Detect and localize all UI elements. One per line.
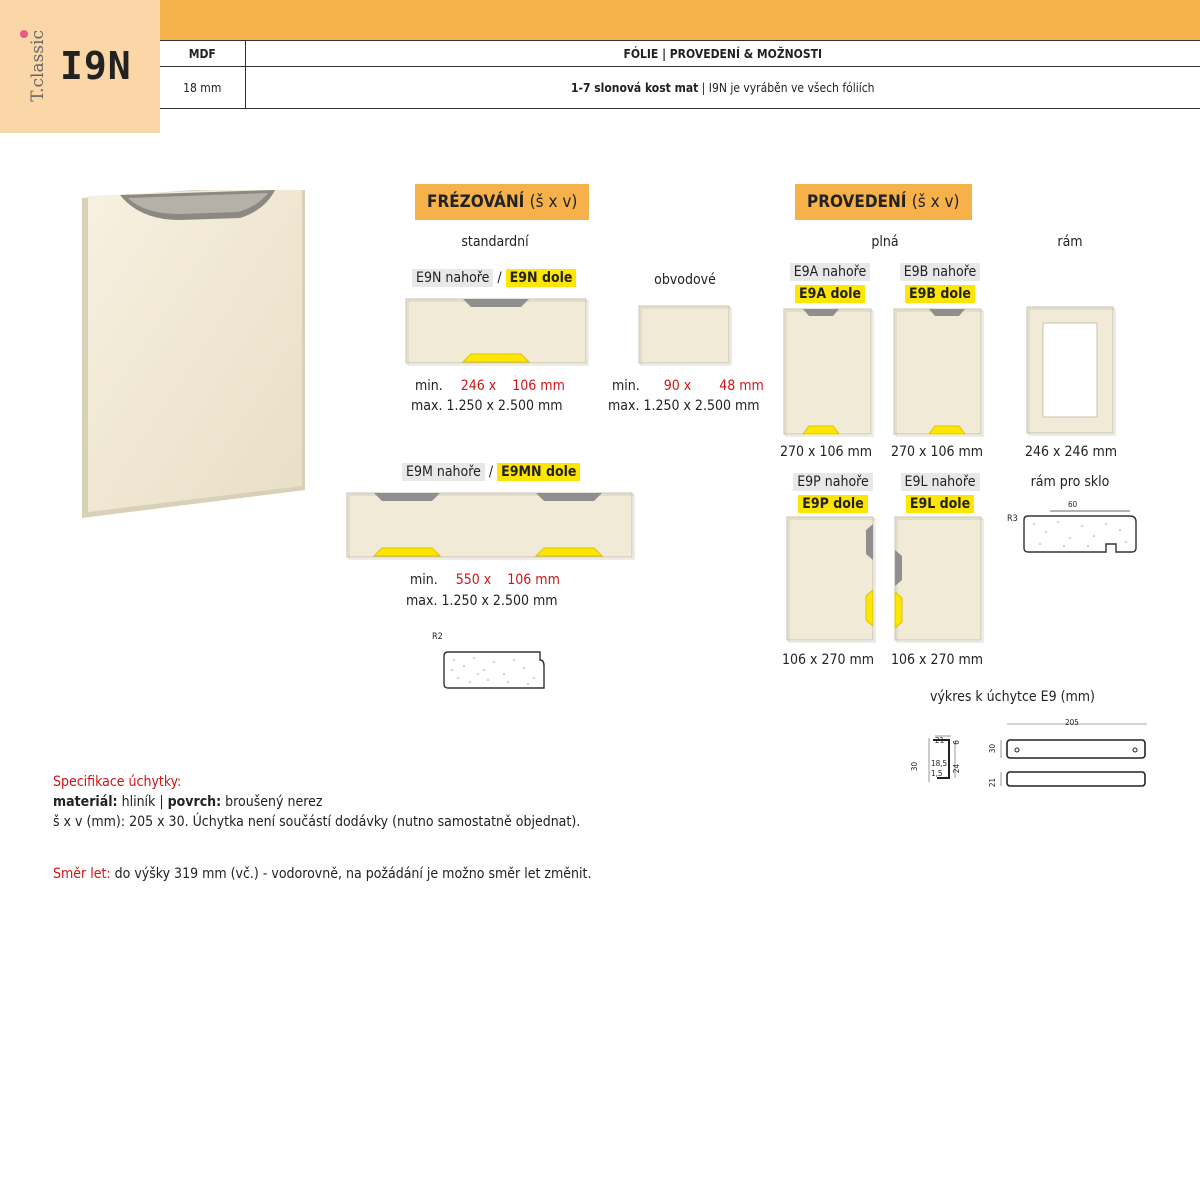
full-label: plná [871,234,899,250]
design-title-text: PROVEDENÍ [807,192,907,212]
foil-label: FÓLIE | PROVEDENÍ & MOŽNOSTI [245,41,1200,67]
e9a-bottom-row [787,286,873,302]
e9m-bottom-tag: E9MN dole [497,463,580,481]
e9a-bottom-tag: E9A dole [795,285,865,303]
perimeter-min-label: min. [612,378,640,394]
e9l-bottom-row [897,496,983,512]
dim-205: 205 [1065,718,1079,727]
grain-label: Směr let: [53,866,111,882]
handle-drawing [905,712,1155,792]
milling-title-sub: (š x v) [529,192,578,212]
e9p-panel [786,516,878,644]
e9b-dims: 270 x 106 mm [891,444,984,460]
e9m-max: max. 1.250 x 2.500 mm [406,593,558,609]
e9l-top-tag: E9L nahoře [901,473,980,491]
e9m-min-label: min. [410,572,438,588]
e9n-variants [412,270,576,286]
perimeter-label: obvodové [654,272,716,288]
e9a-dims: 270 x 106 mm [780,444,873,460]
foil-value [245,67,1200,109]
dim-1-5: 1,5 [931,769,943,778]
perimeter-min-h: 48 mm [719,378,764,394]
brand-name: T.classic [28,30,48,102]
r2-profile [440,648,550,692]
e9p-dims: 106 x 270 mm [782,652,875,668]
foil-value-bold: 1-7 slonová kost mat [570,80,699,95]
brand-dot-icon [20,30,28,38]
milling-title-text: FRÉZOVÁNÍ [427,192,525,212]
e9b-top-tag: E9B nahoře [900,263,981,281]
perimeter-panel [638,305,733,367]
e9p-bottom-row [790,496,876,512]
surface-label: povrch: [167,794,222,810]
e9l-panel [894,516,986,644]
e9a-top-row [787,264,873,280]
e9n-max: max. 1.250 x 2.500 mm [411,398,563,414]
e9m-min-w: 550 x [455,572,492,588]
perimeter-max: max. 1.250 x 2.500 mm [608,398,760,414]
dim-21-bottom: 21 [988,777,998,788]
e9n-top-tag: E9N nahoře [412,269,493,287]
e9p-top-row [790,474,876,490]
e9p-top-tag: E9P nahoře [793,473,873,491]
e9n-min-h: 106 mm [512,378,565,394]
frame-label: rám [1057,234,1083,250]
design-title [795,184,972,220]
e9n-slash: / [497,270,502,286]
e9n-min-w: 246 x [460,378,497,394]
door-illustration [80,190,305,520]
e9b-top-row [897,264,983,280]
e9p-bottom-tag: E9P dole [798,495,868,513]
e9m-min-h: 106 mm [507,572,560,588]
r3-label: R3 [1007,514,1018,524]
dim-30-front: 30 [988,743,998,754]
e9l-dims: 106 x 270 mm [891,652,984,668]
handle-spec-title: Specifikace úchytky: [53,774,182,790]
handle-material-line [53,792,580,812]
glass-60-label: 60 [1068,500,1078,509]
frame-panel [1026,306,1118,438]
e9n-bottom-tag: E9N dole [506,269,577,287]
glass-frame-label: rám pro sklo [1030,474,1110,490]
glass-frame-profile [1020,508,1140,558]
r2-label: R2 [432,632,443,642]
e9n-min [415,378,565,394]
e9n-panel [405,298,589,366]
e9m-slash: / [488,464,494,480]
dim-6: 6 [951,740,961,745]
handle-spec [53,772,580,832]
e9l-top-row [897,474,983,490]
foil-value-rest: | I9N je vyráběn ve všech fóliích [701,80,875,95]
e9n-min-label: min. [415,378,443,394]
e9l-bottom-tag: E9L dole [906,495,974,513]
header-table [160,40,1200,109]
drawing-label: výkres k úchytce E9 (mm) [930,689,1095,705]
e9m-panel [346,492,636,560]
e9a-top-tag: E9A nahoře [790,263,871,281]
material-label: materiál: [53,794,118,810]
dim-24: 24 [952,763,962,774]
header-bar [160,0,1200,40]
e9m-min [410,572,560,588]
grain-value: do výšky 319 mm (vč.) - vodorovně, na požádání je možno směr let změnit. [114,866,592,882]
dim-21-side: 21 [935,736,945,745]
mdf-label: MDF [160,41,245,67]
frame-dims: 246 x 246 mm [1025,444,1118,460]
e9m-top-tag: E9M nahoře [402,463,485,481]
surface-value: broušený nerez [225,794,323,810]
perimeter-min [612,378,764,394]
grain-direction [53,864,591,884]
e9b-panel [893,308,985,438]
dim-18-5: 18,5 [931,759,948,768]
e9b-bottom-row [897,286,983,302]
e9b-bottom-tag: E9B dole [905,285,975,303]
dim-30-side: 30 [910,761,920,772]
e9a-panel [783,308,875,438]
brand-logo [8,30,48,110]
design-title-sub: (š x v) [911,192,960,212]
standard-label: standardní [461,234,529,250]
e9m-variants [402,464,580,480]
perimeter-min-w: 90 x [663,378,692,394]
handle-size-line: š x v (mm): 205 x 30. Úchytka není součástí dodávky (nutno samostatně objednat). [53,814,581,830]
product-code: I9N [60,44,132,88]
material-value: hliník | [121,794,164,810]
mdf-value: 18 mm [160,67,245,109]
milling-title [415,184,589,220]
